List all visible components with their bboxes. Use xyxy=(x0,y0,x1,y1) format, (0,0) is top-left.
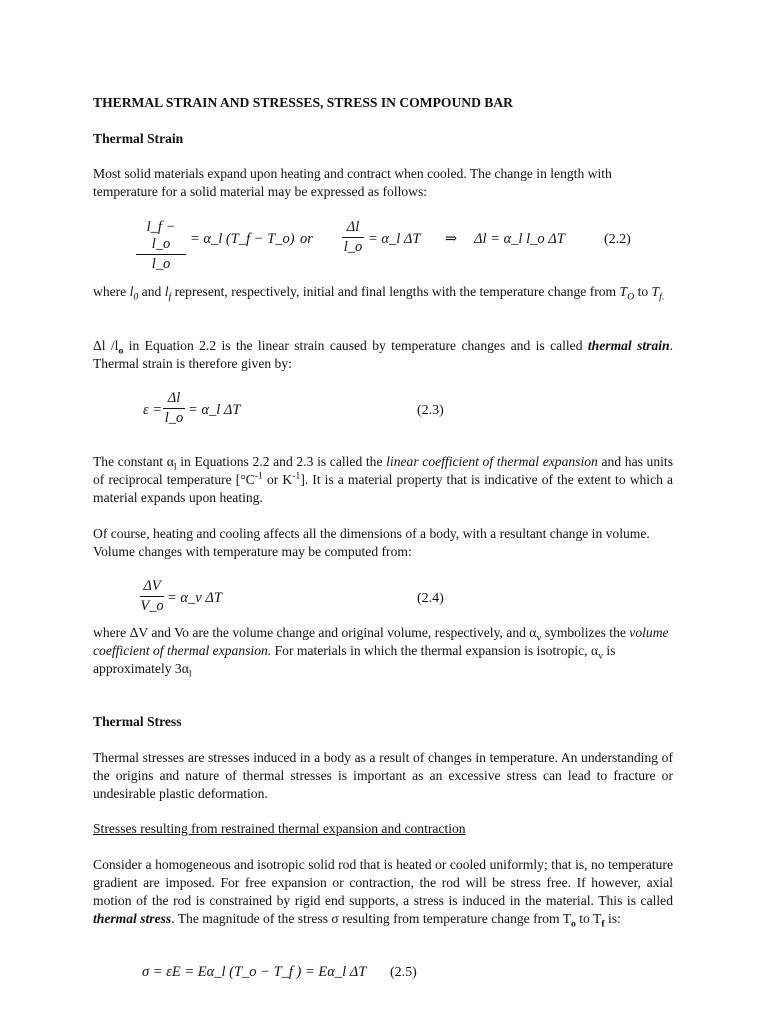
paragraph-thermal-stress-intro: Thermal stresses are stresses induced in a body as a result of changes in temperature. An understanding of the origins and nature of thermal stresses is important as an excessive stress can lead to fracture or undesirable plastic deformation. xyxy=(93,750,673,801)
equation-number-2-4: (2.4) xyxy=(417,591,444,606)
equation-number-2-5: (2.5) xyxy=(390,965,417,980)
eq22-rhs1: = α_l (T_f − T_o) xyxy=(190,231,295,247)
implies-arrow: ⇒ xyxy=(445,231,458,247)
eq23-lhs: ε = xyxy=(143,402,163,418)
section-heading-thermal-stress: Thermal Stress xyxy=(93,714,182,729)
paragraph-where-lengths: where $l_0$ and $l_f$ represent, respectively, initial and final lengths with the temperature change from $T_O$ to $T_{f.}$ xyxy=(93,284,665,303)
paragraph-volume-coefficient: where ΔV and Vo are the volume change and original volume, respectively, and $\alpha_v$ symbolizes the volume coefficient of thermal expansion. For materials in which the thermal expansion is isotropic, $\alpha_v$ is approximately $3\alpha_l$ xyxy=(93,625,669,680)
paragraph-linear-coefficient: The constant $\alpha_l$ in Equations 2.2 and 2.3 is called the linear coefficient of thermal expansion and has units of reciprocal temperature [$^\circ C^{-1}$ or $K^{-1}$]. It is a material property that is indicative of the extent to which a material expands upon heating. xyxy=(93,454,673,505)
eq22-frac1-numerator: l_f − l_o xyxy=(136,219,186,255)
paragraph-thermal-strain: Δl $/l_o$ in Equation 2.2 is the linear strain caused by temperature changes and is called thermal strain. Thermal strain is therefore given by: xyxy=(93,338,673,371)
paragraph-volume-intro: Of course, heating and cooling affects all the dimensions of a body, with a resultant change in volume. Volume changes with temperature may be computed from: xyxy=(93,526,650,559)
paragraph-rod-stress: Consider a homogeneous and isotropic solid rod that is heated or cooled uniformly; that is, no temperature gradient are imposed. For free expansion or contraction, the rod will be stress free. If however, axial motion of the rod is constrained by rigid end supports, a stress is induced in the material. This is called thermal stress. The magnitude of the stress σ resulting from temperature change from $T_o$ to $T_f$ is: xyxy=(93,857,673,930)
eq22-rhs2: = α_l ΔT xyxy=(368,231,421,247)
equation-number-2-2: (2.2) xyxy=(604,232,631,247)
eq24-rhs: = α_v ΔT xyxy=(167,590,222,606)
eq24-denominator: V_o xyxy=(140,598,164,614)
eq22-or: or xyxy=(300,231,313,247)
equation-number-2-3: (2.3) xyxy=(417,403,444,418)
eq24-numerator: ΔV xyxy=(140,578,164,597)
page-title: THERMAL STRAIN AND STRESSES, STRESS IN COMPOUND BAR xyxy=(93,95,513,110)
eq25-expression: σ = εE = Eα_l (T_o − T_f ) = Eα_l ΔT xyxy=(142,964,367,980)
eq22-frac2-numerator: Δl xyxy=(342,219,364,238)
eq23-denominator: l_o xyxy=(164,410,184,426)
eq22-frac2-denominator: l_o xyxy=(343,239,363,255)
eq23-rhs: = α_l ΔT xyxy=(188,402,241,418)
eq22-frac1-denominator: l_o xyxy=(151,256,171,272)
paragraph-intro: Most solid materials expand upon heating and contract when cooled. The change in length with temperature for a solid material may be expressed as follows: xyxy=(93,166,612,199)
subheading-restrained-expansion: Stresses resulting from restrained thermal expansion and contraction xyxy=(93,821,466,836)
eq22-rhs3: Δl = α_l l_o ΔT xyxy=(474,231,565,247)
eq23-numerator: Δl xyxy=(163,390,185,409)
section-heading-thermal-strain: Thermal Strain xyxy=(93,131,184,146)
